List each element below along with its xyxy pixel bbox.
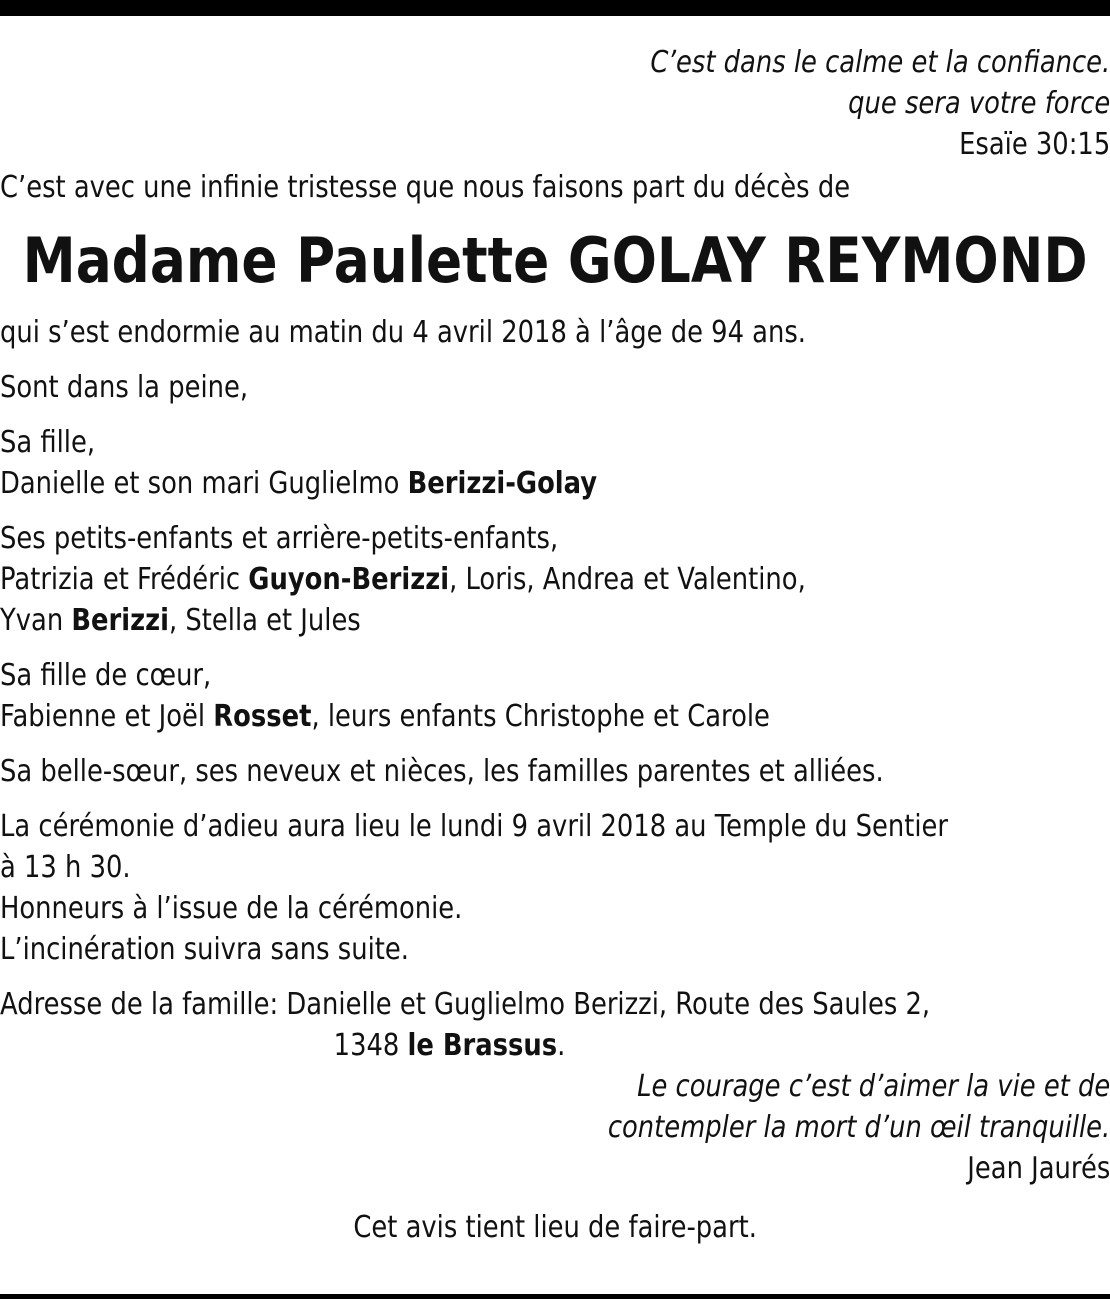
heart-daughter-block [0,655,1110,737]
opening-quote-source: Esaïe 30:15 [959,127,1110,162]
address-postcode: 1348 [333,1028,408,1063]
closing-quote-source: Jean Jaurés [967,1151,1110,1186]
ceremony-line-2: à 13 h 30. [0,850,131,885]
deceased-name: Madame Paulette GOLAY REYMOND [22,224,1088,297]
family-line: Sa belle-sœur, ses neveux et nièces, les familles parentes et alliées. [0,754,884,789]
opening-quote-line-1: C’est dans le calme et la confiance. [650,45,1110,80]
heart-daughter-prefix: Fabienne et Joël [0,699,214,734]
mourners-intro-block [0,367,1110,408]
address-block [0,984,1110,1066]
obituary-notice [0,42,1110,1278]
grandchildren-line-1-surname: Guyon-Berizzi [248,562,450,597]
footer-note: Cet avis tient lieu de faire-part. [353,1210,757,1245]
daughter-block [0,422,1110,504]
bottom-rule [0,1294,1110,1299]
heart-daughter-surname: Rosset [213,699,312,734]
ceremony-line-4: L’incinération suivra sans suite. [0,932,409,967]
opening-quote-line-2: que sera votre force [848,86,1110,121]
grandchildren-line-2 [0,600,1110,641]
family-block [0,751,1110,792]
daughter-surname: Berizzi-Golay [407,466,598,501]
grandchildren-line-1-suffix: , Loris, Andrea et Valentino, [449,562,806,597]
grandchildren-line-1 [0,559,1110,600]
address-period: . [557,1028,566,1063]
closing-quote-line-1: Le courage c’est d’aimer la vie et de [637,1069,1110,1104]
grandchildren-line-2-surname: Berizzi [71,603,170,638]
ceremony-line-1: La cérémonie d’adieu aura lieu le lundi 9 avril 2018 au Temple du Sentier [0,809,948,844]
heart-daughter-heading: Sa fille de cœur, [0,658,212,693]
heart-daughter-suffix: , leurs enfants Christophe et Carole [311,699,770,734]
daughter-names: Danielle et son mari Guglielmo [0,466,408,501]
opening-quote [0,42,1110,165]
closing-quote-line-2: contempler la mort d’un œil tranquille. [607,1110,1110,1145]
ceremony-block [0,806,1110,970]
daughter-heading: Sa fille, [0,425,96,460]
mourners-intro: Sont dans la peine, [0,370,249,405]
grandchildren-line-2-suffix: , Stella et Jules [169,603,361,638]
grandchildren-line-2-prefix: Yvan [0,603,72,638]
address-line-1: Adresse de la famille: Danielle et Guglielmo Berizzi, Route des Saules 2, [0,987,931,1022]
ceremony-line-3: Honneurs à l’issue de la cérémonie. [0,891,463,926]
closing-quote [0,1066,1110,1189]
heart-daughter-line [0,696,1110,737]
top-rule [0,0,1110,16]
grandchildren-heading: Ses petits-enfants et arrière-petits-enfants, [0,521,559,556]
death-line: qui s’est endormie au matin du 4 avril 2018 à l’âge de 94 ans. [0,315,806,350]
intro-text: C’est avec une infinie tristesse que nous faisons part du décès de [0,170,851,205]
address-line-2 [0,1025,1110,1066]
grandchildren-line-1-prefix: Patrizia et Frédéric [0,562,249,597]
address-place: le Brassus [407,1028,558,1063]
grandchildren-block [0,518,1110,641]
daughter-line [0,463,1110,504]
